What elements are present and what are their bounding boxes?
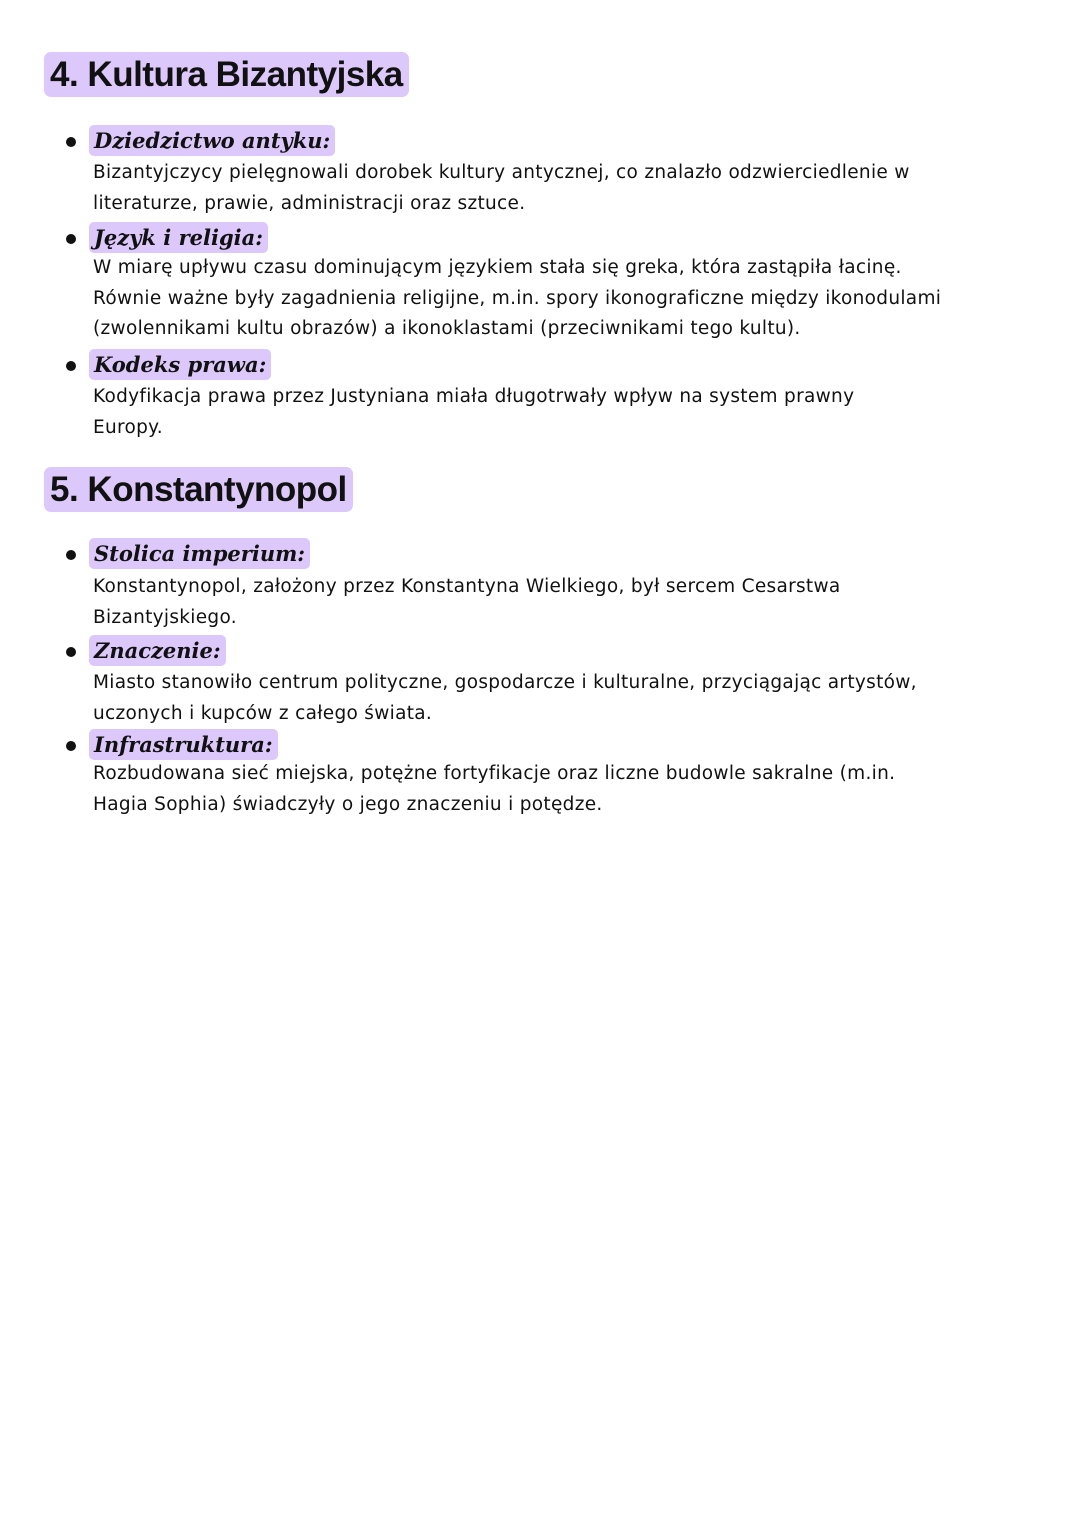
- body-line: Bizantyjskiego.: [93, 606, 237, 628]
- body-line: Równie ważne były zagadnienia religijne, m.in. spory ikonograficzne między ikonodulami: [93, 287, 942, 309]
- item-label: Język i religia:: [89, 222, 268, 253]
- body-line: Hagia Sophia) świadczyły o jego znaczeniu i potędze.: [93, 793, 603, 815]
- body-line: uczonych i kupców z całego świata.: [93, 702, 433, 724]
- bullet-icon: [66, 741, 76, 751]
- body-line: literaturze, prawie, administracji oraz sztuce.: [93, 192, 526, 214]
- body-line: (zwolennikami kultu obrazów) a ikonoklastami (przeciwnikami tego kultu).: [93, 318, 801, 339]
- section-heading: 4. Kultura Bizantyjska: [44, 52, 409, 97]
- body-line: Miasto stanowiło centrum polityczne, gospodarcze i kulturalne, przyciągając artystów,: [93, 672, 917, 693]
- item-label: Kodeks prawa:: [89, 349, 271, 380]
- body-line: Rozbudowana sieć miejska, potężne fortyfikacje oraz liczne budowle sakralne (m.in.: [93, 763, 896, 784]
- bullet-icon: [66, 361, 76, 371]
- section-heading: 5. Konstantynopol: [44, 467, 353, 512]
- body-line: Kodyfikacja prawa przez Justyniana miała długotrwały wpływ na system prawny: [93, 386, 855, 407]
- bullet-icon: [66, 234, 76, 244]
- item-label: Znaczenie:: [89, 635, 226, 666]
- item-body: [93, 668, 1023, 729]
- body-line: W miarę upływu czasu dominującym językiem stała się greka, która zastąpiła łacinę.: [93, 257, 902, 278]
- item-body: [93, 158, 1023, 219]
- item-label: Infrastruktura:: [89, 729, 278, 760]
- item-body: [93, 572, 1023, 633]
- body-line: Konstantynopol, założony przez Konstantyna Wielkiego, był sercem Cesarstwa: [93, 576, 841, 597]
- bullet-icon: [66, 647, 76, 657]
- item-body: [93, 382, 1023, 443]
- bullet-icon: [66, 137, 76, 147]
- item-label: Stolica imperium:: [89, 538, 310, 569]
- item-label: Dziedzictwo antyku:: [89, 125, 335, 156]
- body-line: Bizantyjczycy pielęgnowali dorobek kultury antycznej, co znalazło odzwierciedlenie w: [93, 162, 910, 183]
- item-body: [93, 759, 1023, 820]
- body-line: Europy.: [93, 416, 163, 438]
- item-body: [93, 253, 1023, 345]
- bullet-icon: [66, 550, 76, 560]
